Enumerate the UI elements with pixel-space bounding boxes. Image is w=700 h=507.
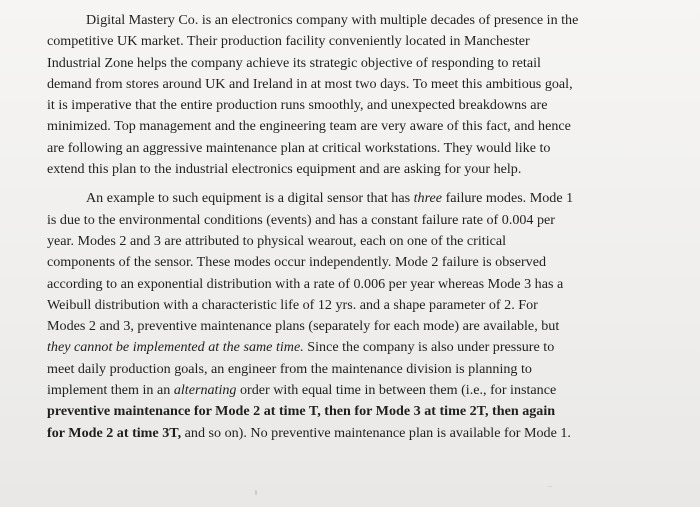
paragraph-2-line: year. Modes 2 and 3 are attributed to physical wearout, each on one of the critical xyxy=(47,232,507,249)
text-run: failure modes. Mode 1 xyxy=(442,190,574,207)
paragraph-1-line: Industrial Zone helps the company achieve its strategic objective of responding to retail xyxy=(47,54,541,71)
paragraph-2-line: Modes 2 and 3, preventive maintenance plans (separately for each mode) are available, but xyxy=(47,318,560,335)
text-run: An example to such equipment is a digital sensor that has xyxy=(86,190,414,207)
paragraph-1-line: it is imperative that the entire production runs smoothly, and unexpected breakdowns are xyxy=(47,97,548,114)
paragraph-2-line: components of the sensor. These modes occur independently. Mode 2 failure is observed xyxy=(47,254,547,271)
italic-text: three xyxy=(413,190,443,207)
text-run: Since the company is also under pressure to xyxy=(303,339,555,356)
paragraph-2-line xyxy=(47,188,668,209)
paragraph-2 xyxy=(47,188,668,444)
paragraph-2-line: Weibull distribution with a characteristic life of 12 yrs. and a shape parameter of 2. For xyxy=(47,296,538,313)
paragraph-2-line: meet daily production goals, an engineer from the maintenance division is planning to xyxy=(47,360,532,377)
italic-text: alternating xyxy=(173,382,237,399)
paper-speck xyxy=(548,486,552,487)
text-run: order with equal time in between them (i.e., for instance xyxy=(236,382,557,399)
paragraph-2-line xyxy=(47,337,668,358)
paragraph-2-line: according to an exponential distribution with a rate of 0.006 per year whereas Mode 3 has a xyxy=(47,275,564,292)
paragraph-2-line xyxy=(47,423,668,444)
paragraph-1-line: Digital Mastery Co. is an electronics company with multiple decades of presence in the xyxy=(86,12,579,28)
paper-speck xyxy=(255,490,257,495)
paragraph-1-line: minimized. Top management and the engineering team are very aware of this fact, and hence xyxy=(47,118,571,135)
paragraph-1-line: extend this plan to the industrial electronics equipment and are asking for your help. xyxy=(47,161,522,178)
text-run: and so on). No preventive maintenance plan is available for Mode 1. xyxy=(181,424,571,441)
paragraph-1-line: demand from stores around UK and Ireland in at most two days. To meet this ambitious goal, xyxy=(47,75,573,92)
paragraph-2-line: preventive maintenance for Mode 2 at time T, then for Mode 3 at time 2T, then again xyxy=(47,403,556,420)
paragraph-2-line xyxy=(47,380,668,401)
text-run: implement them in an xyxy=(47,382,174,399)
paragraph-1 xyxy=(47,10,668,180)
paragraph-2-line: is due to the environmental conditions (events) and has a constant failure rate of 0.004 per xyxy=(47,211,556,228)
italic-text: they cannot be implemented at the same time. xyxy=(47,339,304,356)
paragraph-1-line: competitive UK market. Their production facility conveniently located in Manchester xyxy=(47,33,530,50)
paragraph-1-line: are following an aggressive maintenance plan at critical workstations. They would like to xyxy=(47,139,551,156)
bold-text: for Mode 2 at time 3T, xyxy=(47,424,182,441)
